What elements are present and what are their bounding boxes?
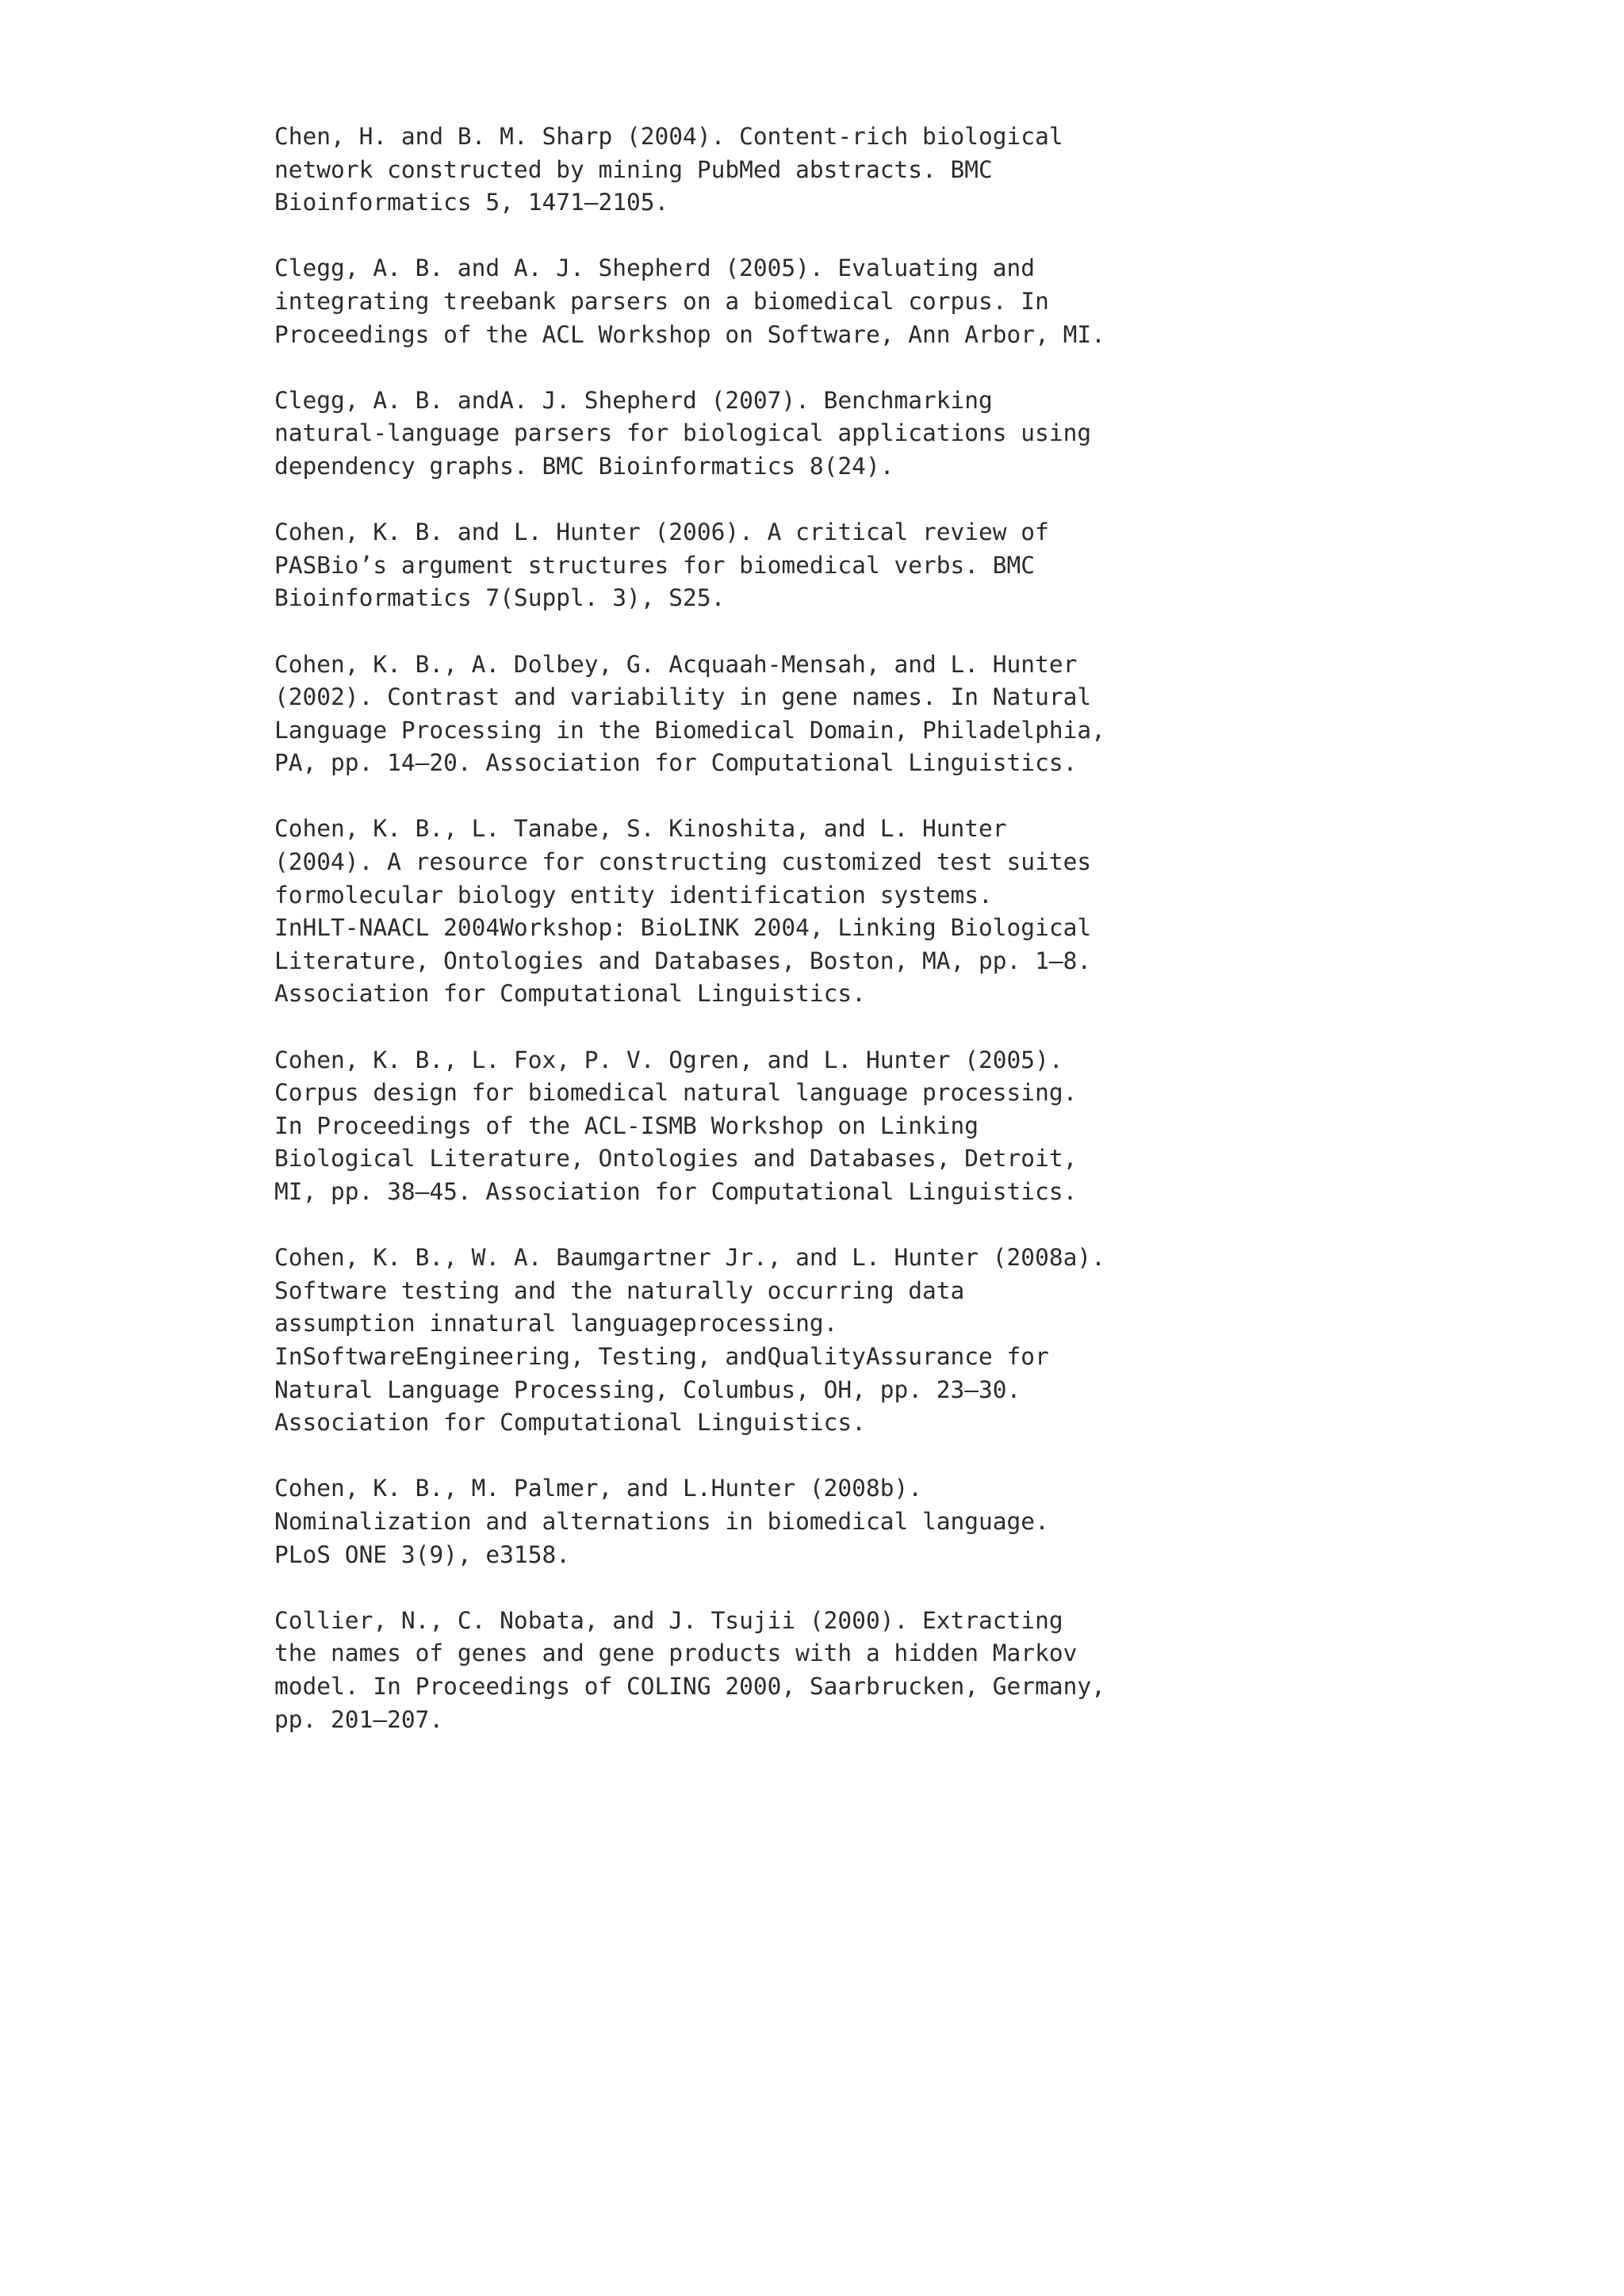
reference-line: Cohen, K. B., L. Fox, P. V. Ogren, and L. Hunter (2005). [274,1046,1063,1073]
reference-entry [274,813,1400,1011]
reference-line: Proceedings of the ACL Workshop on Software, Ann Arbor, MI. [274,320,1105,348]
reference-line: network constructed by mining PubMed abstracts. BMC [274,155,993,183]
reference-entry [274,385,1400,484]
reference-entry [274,121,1400,220]
reference-line: natural-language parsers for biological applications using [274,419,1092,447]
reference-line: Collier, N., C. Nobata, and J. Tsujii (2000). Extracting [274,1606,1063,1634]
reference-line: Cohen, K. B., A. Dolbey, G. Acquaah-Mensah, and L. Hunter [274,650,1078,678]
reference-line: Biological Literature, Ontologies and Databases, Detroit, [274,1145,1078,1173]
reference-line: Bioinformatics 7(Suppl. 3), S25. [274,584,726,612]
reference-entry [274,1044,1400,1209]
reference-entry [274,252,1400,351]
reference-line: PLoS ONE 3(9), e3158. [274,1540,570,1568]
reference-line: integrating treebank parsers on a biomedical corpus. In [274,287,1049,315]
reference-line: Cohen, K. B., W. A. Baumgartner Jr., and L. Hunter (2008a). [274,1244,1105,1272]
reference-line: Cohen, K. B., M. Palmer, and L.Hunter (2008b). [274,1475,922,1502]
reference-line: PA, pp. 14–20. Association for Computational Linguistics. [274,749,1078,777]
reference-line: Nominalization and alternations in biomedical language. [274,1507,1049,1535]
reference-line: Clegg, A. B. and A. J. Shepherd (2005). Evaluating and [274,254,1036,282]
reference-line: In Proceedings of the ACL-ISMB Workshop on Linking [274,1112,979,1139]
reference-line: dependency graphs. BMC Bioinformatics 8(24). [274,452,894,480]
reference-line: PASBio’s argument structures for biomedical verbs. BMC [274,551,1036,579]
reference-list [274,121,1400,1770]
reference-entry [274,1472,1400,1571]
reference-line: the names of genes and gene products with a hidden Markov [274,1640,1078,1667]
reference-entry [274,649,1400,780]
reference-line: InSoftwareEngineering, Testing, andQualityAssurance for [274,1342,1049,1370]
reference-line: (2004). A resource for constructing customized test suites [274,848,1092,876]
reference-entry [274,1242,1400,1440]
reference-line: Association for Computational Linguistics. [274,1409,866,1437]
reference-line: Chen, H. and B. M. Sharp (2004). Content-rich biological [274,123,1063,150]
reference-line: assumption innatural languageprocessing. [274,1310,838,1337]
reference-line: Literature, Ontologies and Databases, Boston, MA, pp. 1–8. [274,947,1092,974]
reference-line: Cohen, K. B. and L. Hunter (2006). A critical review of [274,519,1049,546]
reference-entry [274,516,1400,615]
reference-line: InHLT-NAACL 2004Workshop: BioLINK 2004, Linking Biological [274,914,1092,942]
reference-line: formolecular biology entity identification systems. [274,881,993,909]
reference-line: pp. 201–207. [274,1705,444,1733]
reference-line: Bioinformatics 5, 1471–2105. [274,189,669,216]
reference-line: model. In Proceedings of COLING 2000, Saarbrucken, Germany, [274,1672,1105,1700]
reference-line: MI, pp. 38–45. Association for Computational Linguistics. [274,1178,1078,1205]
reference-line: Cohen, K. B., L. Tanabe, S. Kinoshita, and L. Hunter [274,815,1007,843]
reference-line: Corpus design for biomedical natural language processing. [274,1079,1078,1107]
reference-line: Software testing and the naturally occurring data [274,1276,965,1304]
reference-line: (2002). Contrast and variability in gene names. In Natural [274,683,1092,711]
reference-entry [274,1605,1400,1736]
reference-line: Association for Computational Linguistics. [274,980,866,1008]
reference-line: Language Processing in the Biomedical Domain, Philadelphia, [274,716,1105,744]
reference-line: Natural Language Processing, Columbus, OH, pp. 23–30. [274,1376,1021,1403]
reference-line: Clegg, A. B. andA. J. Shepherd (2007). Benchmarking [274,386,993,414]
